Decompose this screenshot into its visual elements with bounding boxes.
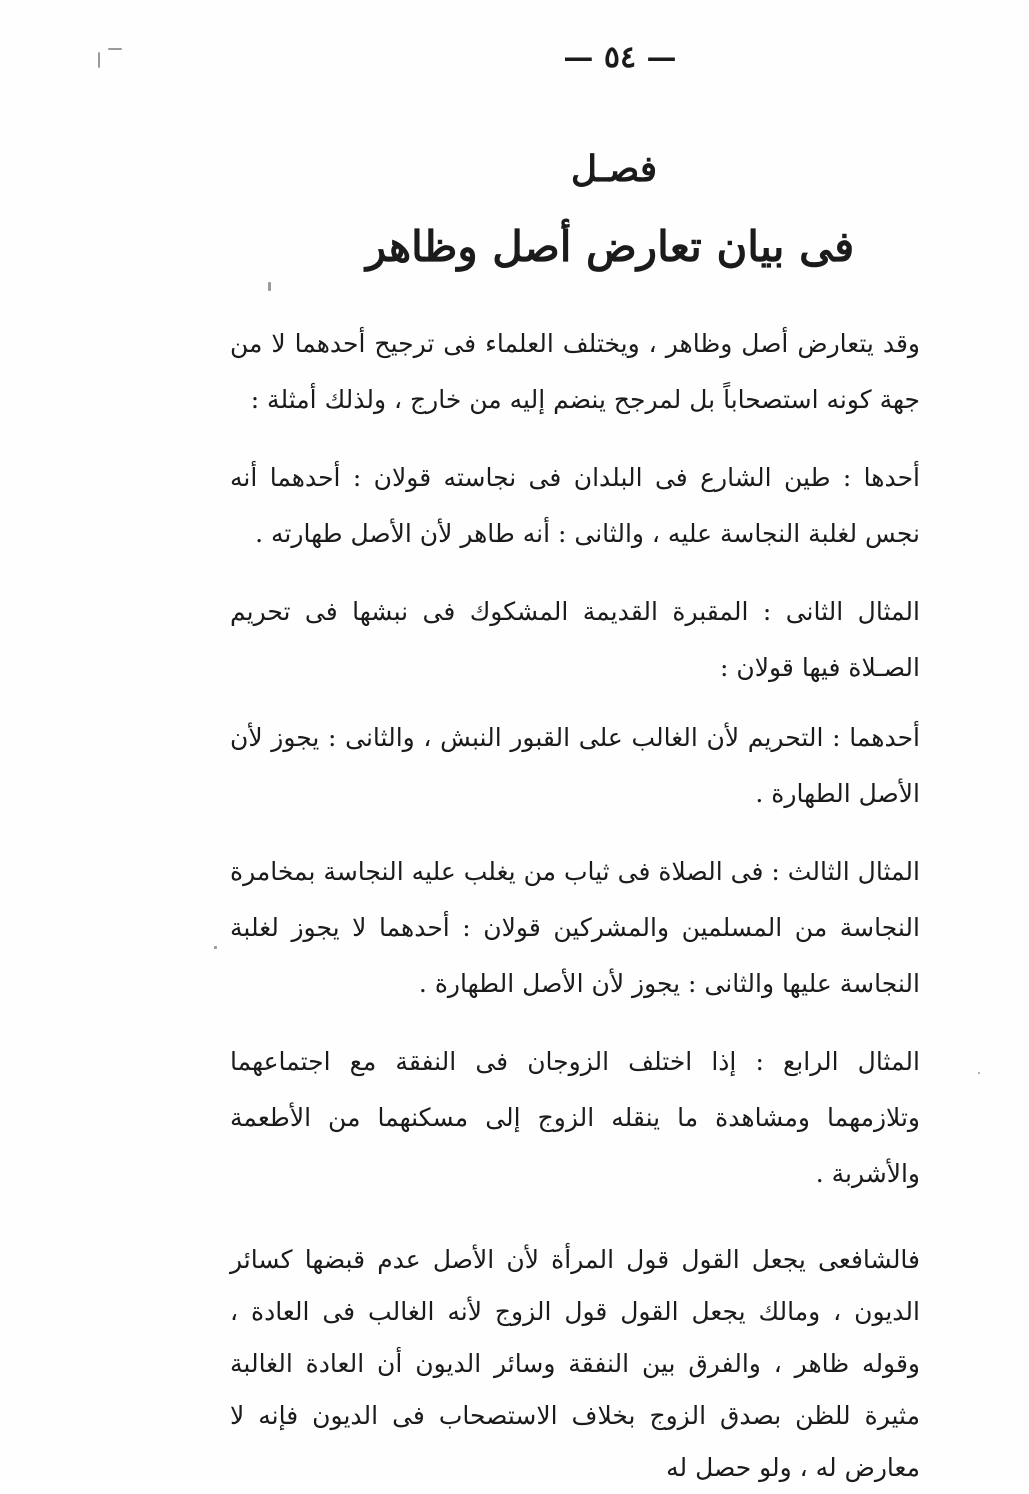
- paragraph-example-2-opinions: أحدهما : التحريم لأن الغالب على القبور النبش ، والثانى : يجوز لأن الأصل الطهارة .: [230, 723, 920, 808]
- paragraph-example-4: المثال الرابع : إذا اختلف الزوجان فى النفقة مع اجتماعهما وتلازمهما ومشاهدة ما ينقله الزوج إلى مسكنهما من الأطعمة والأشربة .: [230, 1047, 920, 1188]
- scan-speck: [978, 1072, 980, 1074]
- paragraph-schools-opinions: فالشافعى يجعل القول قول المرأة لأن الأصل عدم قبضها كسائر الديون ، ومالك يجعل القول قول الزوج لأنه الغالب فى العادة ، وقوله ظاهر ، والفرق بين النفقة وسائر الديون أن العادة الغالبة مثيرة للظن بصدق الزوج بخلاف الاستصحاب فى الديون فإنه لا معارض له ، ولو حصل له: [230, 1245, 920, 1482]
- paragraph-example-2: المثال الثانى : المقبرة القديمة المشكوك فى نبشها فى تحريم الصـلاة فيها قولان :: [230, 597, 920, 682]
- paragraph-example-3: المثال الثالث : فى الصلاة فى ثياب من يغلب عليه النجاسة بمخامرة النجاسة من المسلمين والمشركين قولان : أحدهما لا يجوز لغلبة النجاسة عليها والثانى : يجوز لأن الأصل الطهارة .: [230, 857, 920, 998]
- page-number: — ٥٤ —: [563, 40, 677, 75]
- chapter-title: فصـل: [570, 148, 658, 190]
- scan-speck: [214, 946, 217, 949]
- paragraph-example-1: أحدها : طين الشارع فى البلدان فى نجاسته قولان : أحدهما أنه نجس لغلبة النجاسة عليه ، والثانى : أنه طاهر لأن الأصل طهارته .: [230, 463, 920, 548]
- body-text: [230, 316, 920, 1494]
- paragraph-intro: وقد يتعارض أصل وظاهر ، ويختلف العلماء فى ترجيح أحدهما لا من جهة كونه استصحاباً بل لمرجح ينضم إليه من خارج ، ولذلك أمثلة :: [230, 329, 920, 414]
- scan-speck: [268, 282, 271, 291]
- section-heading: فى بيان تعارض أصل وظاهر: [365, 222, 855, 271]
